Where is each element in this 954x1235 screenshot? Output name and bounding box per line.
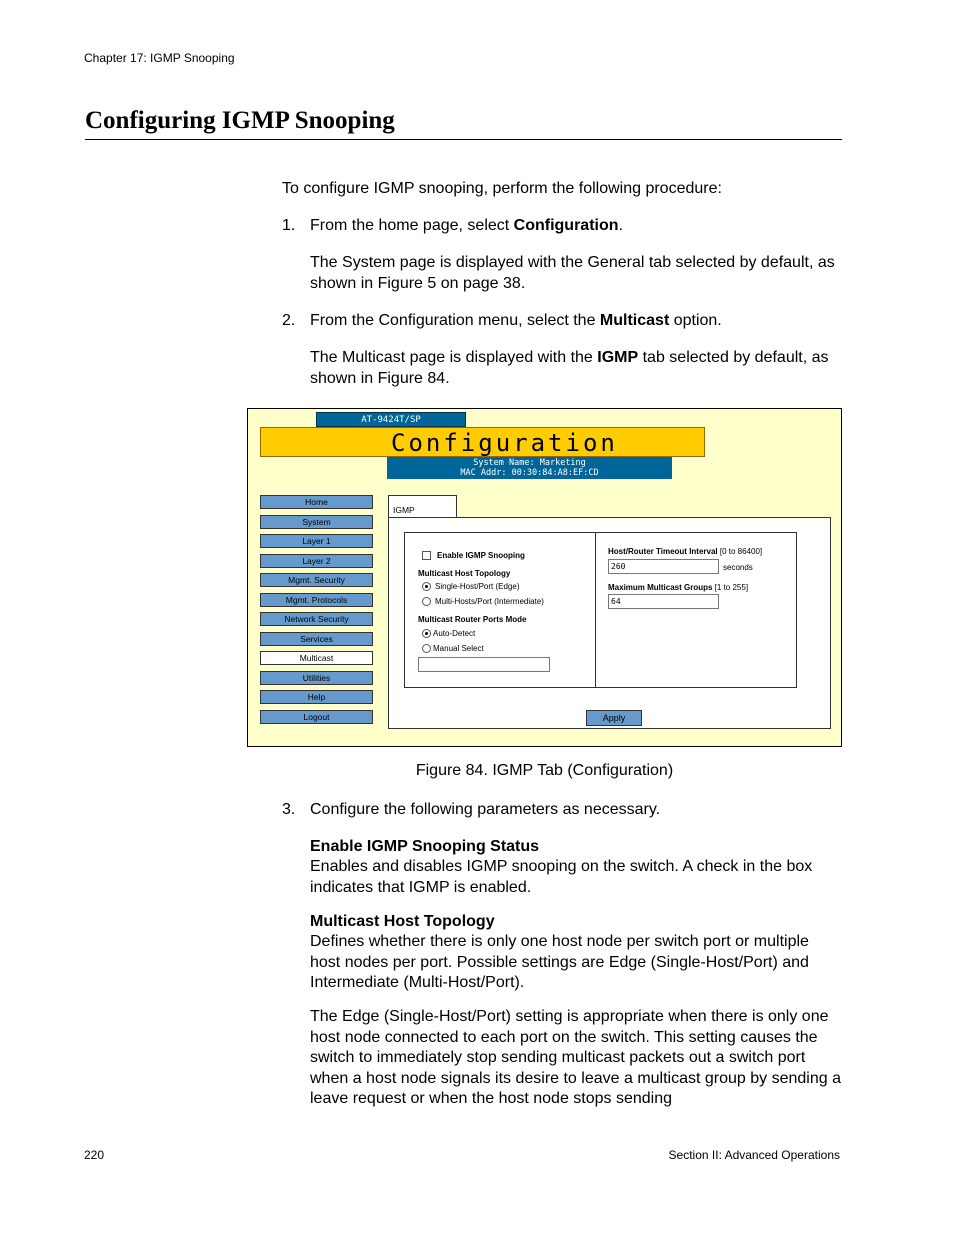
router-manual-label: Manual Select	[433, 644, 484, 653]
system-name: System Name: Marketing	[473, 458, 586, 468]
nav-mgmt-protocols-button[interactable]: Mgmt. Protocols	[260, 593, 373, 607]
intro-paragraph: To configure IGMP snooping, perform the following procedure:	[282, 180, 722, 197]
configuration-banner: Configuration	[260, 427, 705, 457]
topology-edge-label: Single-Host/Port (Edge)	[435, 582, 520, 591]
nav-logout-button[interactable]: Logout	[260, 710, 373, 724]
topology-edge-radio[interactable]	[422, 582, 431, 591]
step-3-text: Configure the following parameters as necessary.	[310, 801, 661, 818]
nav-multicast-button[interactable]: Multicast	[260, 651, 373, 665]
step-1-text: From the home page, select Configuration.	[310, 217, 623, 234]
system-info-bar	[387, 457, 672, 479]
router-manual-radio[interactable]	[422, 644, 431, 653]
section-enable-text: Enables and disables IGMP snooping on the switch. A check in the box indicates that IGMP is enabled.	[310, 858, 813, 896]
max-groups-input[interactable]: 64	[608, 594, 719, 609]
timeout-unit: seconds	[723, 563, 753, 572]
figure-igmp-screenshot	[247, 408, 842, 747]
figure-caption: Figure 84. IGMP Tab (Configuration)	[415, 762, 674, 779]
nav-help-button[interactable]: Help	[260, 690, 373, 704]
tab-igmp[interactable]: IGMP	[388, 495, 457, 519]
step-1-number: 1.	[282, 217, 296, 234]
igmp-panel	[388, 517, 831, 729]
nav-layer1-button[interactable]: Layer 1	[260, 534, 373, 548]
apply-button[interactable]: Apply	[586, 710, 642, 726]
page-number: 220	[84, 1148, 105, 1162]
step-2-text: From the Configuration menu, select the Multicast option.	[310, 312, 722, 329]
timeout-label: Host/Router Timeout Interval [0 to 86400]	[608, 547, 763, 556]
edge-paragraph: The Edge (Single-Host/Port) setting is appropriate when there is only one host node connected to each port on the switch. This setting causes the switch to immediately stop sending multicast packets out a switch port when a host node signals its desire to leave a multicast group by sending a leave request or when the host node stops sending	[310, 1008, 841, 1107]
mac-address: MAC Addr: 00:30:84:A8:EF:CD	[460, 468, 599, 478]
title-rule	[85, 139, 842, 140]
settings-divider	[595, 533, 596, 687]
topology-label: Multicast Host Topology	[418, 569, 511, 578]
igmp-settings-box	[404, 532, 797, 688]
enable-igmp-checkbox[interactable]	[422, 551, 431, 560]
nav-layer2-button[interactable]: Layer 2	[260, 554, 373, 568]
max-groups-label: Maximum Multicast Groups [1 to 255]	[608, 583, 749, 592]
section-topology-heading: Multicast Host Topology	[310, 913, 495, 930]
router-mode-label: Multicast Router Ports Mode	[418, 615, 527, 624]
step-2-number: 2.	[282, 312, 296, 329]
step-1-note: The System page is displayed with the General tab selected by default, as shown in Figure 5 on page 38.	[310, 254, 835, 292]
timeout-input[interactable]: 260	[608, 559, 719, 574]
step-3-number: 3.	[282, 801, 296, 818]
footer-section: Section II: Advanced Operations	[668, 1148, 840, 1162]
running-header: Chapter 17: IGMP Snooping	[84, 51, 235, 65]
topology-intermediate-radio[interactable]	[422, 597, 431, 606]
nav-system-button[interactable]: System	[260, 515, 373, 529]
manual-ports-input[interactable]	[418, 657, 550, 672]
section-topology-text: Defines whether there is only one host node per switch port or multiple host nodes per port. Possible settings are Edge (Single-Host/Port) and Intermediate (Multi-Host/Port).	[310, 933, 809, 991]
page-title: Configuring IGMP Snooping	[85, 107, 395, 134]
section-enable-heading: Enable IGMP Snooping Status	[310, 838, 540, 855]
enable-igmp-label: Enable IGMP Snooping	[437, 551, 525, 560]
nav-home-button[interactable]: Home	[260, 495, 373, 509]
router-auto-label: Auto-Detect	[433, 629, 476, 638]
nav-utilities-button[interactable]: Utilities	[260, 671, 373, 685]
nav-network-security-button[interactable]: Network Security	[260, 612, 373, 626]
nav-services-button[interactable]: Services	[260, 632, 373, 646]
router-auto-radio[interactable]	[422, 629, 431, 638]
model-label: AT-9424T/SP	[316, 412, 466, 427]
topology-intermediate-label: Multi-Hosts/Port (Intermediate)	[435, 597, 544, 606]
nav-menu	[260, 495, 373, 729]
step-2-note: The Multicast page is displayed with the IGMP tab selected by default, as shown in Figure 84.	[310, 349, 829, 387]
nav-mgmt-security-button[interactable]: Mgmt. Security	[260, 573, 373, 587]
